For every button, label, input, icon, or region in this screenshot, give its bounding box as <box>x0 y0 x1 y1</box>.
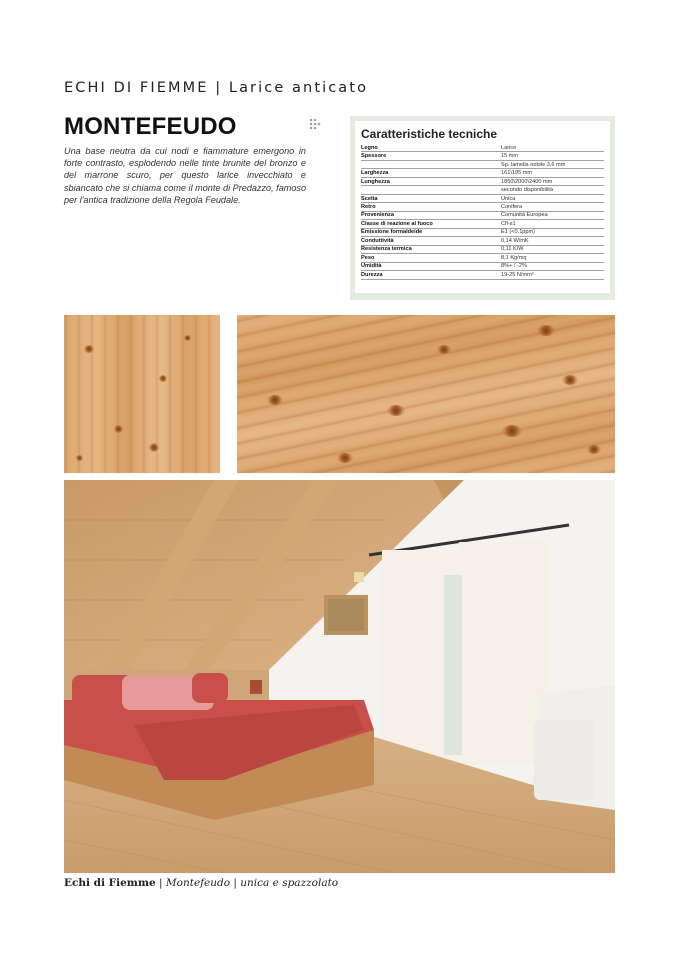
spec-row <box>361 228 604 236</box>
spec-key: Provenienza <box>361 211 501 219</box>
spec-value: 8,1 Kg/mq <box>501 254 604 262</box>
spec-value: Unica <box>501 194 604 202</box>
caption-brand: Echi di Fiemme <box>64 877 156 889</box>
caption-text: | Montefeudo | unica e spazzolato <box>155 877 339 889</box>
spec-row <box>361 245 604 253</box>
spec-key: Retro <box>361 203 501 211</box>
dots-arrow-icon <box>308 117 324 133</box>
spec-row <box>361 186 604 194</box>
spec-value: 8%+ / -2% <box>501 262 604 270</box>
spec-key: Larghezza <box>361 169 501 177</box>
spec-key: Classe di reazione al fuoco <box>361 220 501 228</box>
spec-value: 0,11 K/W <box>501 245 604 253</box>
spec-key: Durezza <box>361 271 501 279</box>
wood-sample-diagonal <box>237 315 615 473</box>
spec-key: Resistenza termica <box>361 245 501 253</box>
spec-key <box>361 160 501 168</box>
spec-value: secondo disponibilità <box>501 186 604 194</box>
spec-value: Sp. lamella nobile 3,6 mm <box>501 160 604 168</box>
spec-row <box>361 220 604 228</box>
spec-value: Comunità Europea <box>501 211 604 219</box>
page-header: ECHI DI FIEMME | Larice anticato <box>64 80 369 96</box>
spec-row <box>361 203 604 211</box>
spec-value: 0,14 W/mK <box>501 237 604 245</box>
spec-row <box>361 169 604 177</box>
spec-key <box>361 186 501 194</box>
product-description: Una base neutra da cui nodi e fiammature emergono in forte contrasto, esplodendo nelle tinte brunite del bronzo e del marrone scuro, per questo larice invecchiato e sbiancato che si chiama come il monte di Predazzo, famoso per l'antica tradizione della Regola Feudale. <box>64 146 306 205</box>
spec-value: 19-25 N/mm² <box>501 271 604 279</box>
spec-row <box>361 237 604 245</box>
spec-row <box>361 160 604 168</box>
spec-key: Peso <box>361 254 501 262</box>
spec-row <box>361 177 604 185</box>
spec-value: 15 mm <box>501 152 604 160</box>
spec-value: E1 (<0,1ppm) <box>501 228 604 236</box>
spec-row <box>361 271 604 279</box>
spec-value: Larice <box>501 144 604 152</box>
wood-sample-vertical <box>64 315 220 473</box>
technical-specs-panel <box>350 116 615 300</box>
spec-value: 161\195 mm <box>501 169 604 177</box>
spec-row <box>361 254 604 262</box>
spec-row <box>361 144 604 152</box>
spec-key: Legno <box>361 144 501 152</box>
spec-key: Scelta <box>361 194 501 202</box>
specs-table <box>361 144 604 280</box>
spec-row <box>361 211 604 219</box>
product-title: MONTEFEUDO <box>64 113 237 140</box>
spec-key: Emissione formaldeide <box>361 228 501 236</box>
bedroom-photo <box>64 480 615 873</box>
spec-value: 1850\2000\2400 mm <box>501 177 604 185</box>
spec-row <box>361 194 604 202</box>
spec-value: Cfl-s1 <box>501 220 604 228</box>
specs-title: Caratteristiche tecniche <box>361 127 498 141</box>
spec-key: Lunghezza <box>361 177 501 185</box>
spec-key: Conduttività <box>361 237 501 245</box>
spec-row <box>361 152 604 160</box>
spec-key: Umidità <box>361 262 501 270</box>
spec-key: Spessore <box>361 152 501 160</box>
spec-value: Conifera <box>501 203 604 211</box>
image-caption <box>64 877 338 889</box>
spec-row <box>361 262 604 270</box>
